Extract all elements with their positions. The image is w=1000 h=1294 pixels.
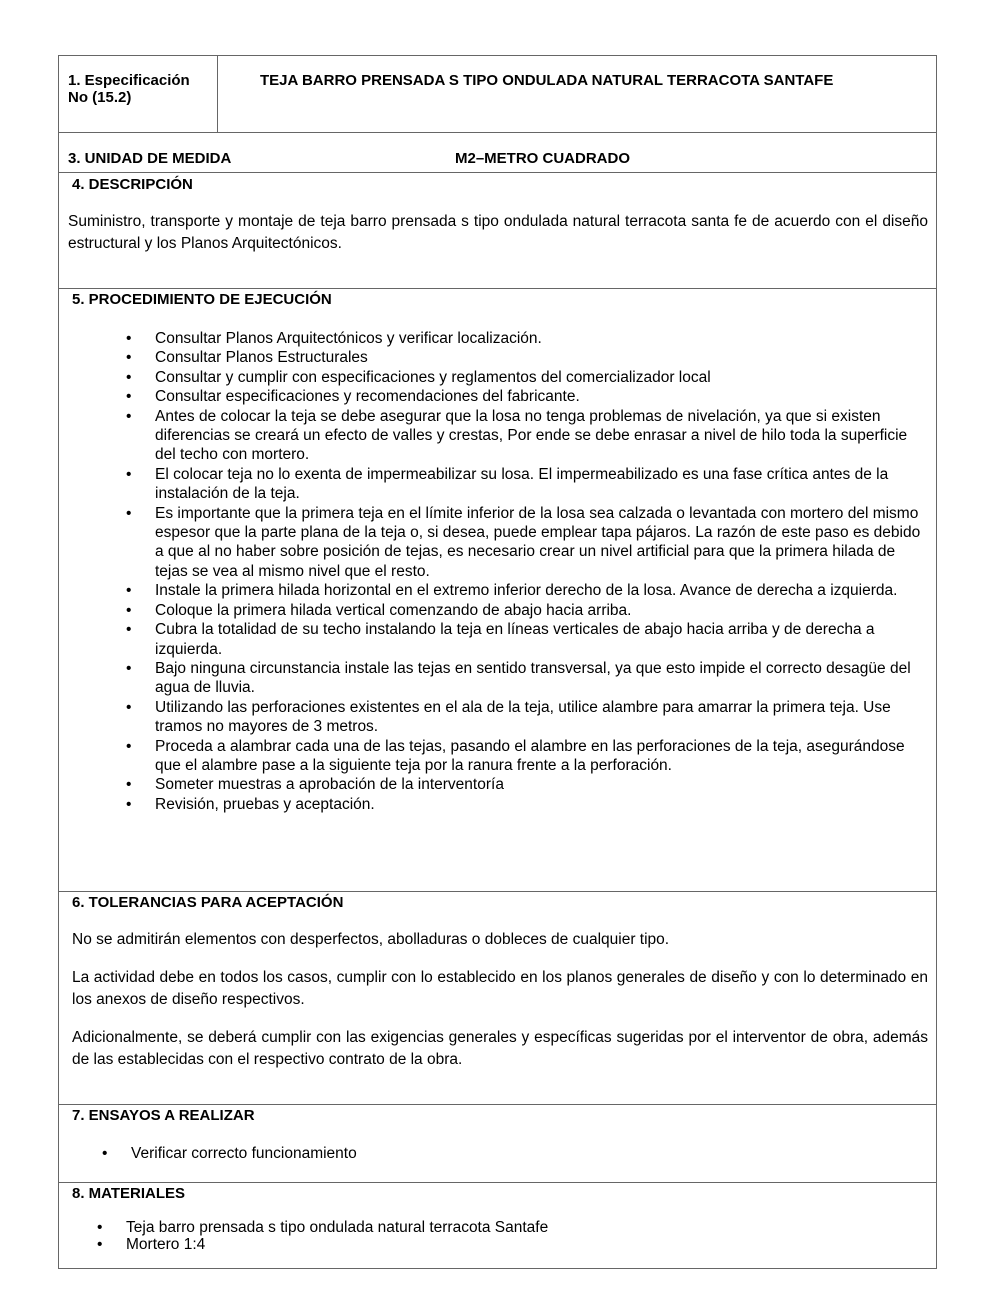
list-item: • Consultar Planos Estructurales bbox=[155, 348, 928, 367]
description-text: Suministro, transporte y montaje de teja barro prensada s tipo ondulada natural terracota santa fe de acuerdo con el diseño estructural y los Planos Arquitectónicos. bbox=[68, 213, 928, 252]
row-line-procedure bbox=[58, 891, 937, 892]
row-line-header bbox=[58, 132, 937, 133]
list-item: • Mortero 1:4 bbox=[126, 1236, 916, 1253]
unit-label: 3. UNIDAD DE MEDIDA bbox=[68, 150, 232, 167]
tests-heading: 7. ENSAYOS A REALIZAR bbox=[72, 1107, 255, 1124]
materials-list bbox=[126, 1219, 916, 1253]
tolerances-heading: 6. TOLERANCIAS PARA ACEPTACIÓN bbox=[72, 894, 344, 911]
list-item: • Utilizando las perforaciones existentes en el ala de la teja, utilice alambre para amarrar la primera teja. Use tramos no mayores de 3 metros. bbox=[155, 698, 928, 737]
description-heading: 4. DESCRIPCIÓN bbox=[72, 176, 193, 193]
list-item: • Es importante que la primera teja en el límite inferior de la losa sea calzada o levantada con mortero del mismo espesor que la parte plana de la teja o, si desea, puede emplear tapa pájaros. La razón de este paso es debido a que al no haber sobre posición de tejas, es necesario crear un nivel artificial para que la primera hilada de tejas se vea al mismo nivel que el resto. bbox=[155, 504, 928, 582]
header-divider bbox=[217, 55, 218, 132]
list-item: • Antes de colocar la teja se debe asegurar que la losa no tenga problemas de nivelación, ya que si existen diferencias se creará un efecto de valles y crestas, Por ende se debe enrasar a nivel de hilo toda la superficie del techo con mortero. bbox=[155, 407, 928, 465]
tolerance-paragraph: No se admitirán elementos con desperfectos, abolladuras o dobleces de cualquier tipo. bbox=[72, 931, 670, 948]
tests-list bbox=[131, 1144, 921, 1163]
list-item: • Bajo ninguna circunstancia instale las tejas en sentido transversal, ya que esto impide el correcto desagüe del agua de lluvia. bbox=[155, 659, 928, 698]
row-line-unit bbox=[58, 172, 937, 173]
row-line-description bbox=[58, 288, 937, 289]
list-item: • Verificar correcto funcionamiento bbox=[131, 1144, 921, 1163]
unit-value: M2–METRO CUADRADO bbox=[455, 150, 631, 167]
list-item: • Consultar y cumplir con especificaciones y reglamentos del comercializador local bbox=[155, 368, 928, 387]
list-item: • Cubra la totalidad de su techo instalando la teja en líneas verticales de abajo hacia arriba y de derecha a izquierda. bbox=[155, 620, 928, 659]
row-line-tests bbox=[58, 1182, 937, 1183]
spec-number-label: 1. Especificación No (15.2) bbox=[68, 72, 190, 106]
list-item: • Consultar Planos Arquitectónicos y verificar localización. bbox=[155, 329, 928, 348]
spec-title: TEJA BARRO PRENSADA S TIPO ONDULADA NATURAL TERRACOTA SANTAFE bbox=[260, 72, 834, 89]
procedure-heading: 5. PROCEDIMIENTO DE EJECUCIÓN bbox=[72, 291, 332, 308]
list-item: • Consultar especificaciones y recomendaciones del fabricante. bbox=[155, 387, 928, 406]
list-item: • Teja barro prensada s tipo ondulada natural terracota Santafe bbox=[126, 1219, 916, 1236]
list-item: • El colocar teja no lo exenta de impermeabilizar su losa. El impermeabilizado es una fase crítica antes de la instalación de la teja. bbox=[155, 465, 928, 504]
list-item: • Instale la primera hilada horizontal en el extremo inferior derecho de la losa. Avance de derecha a izquierda. bbox=[155, 581, 928, 600]
materials-heading: 8. MATERIALES bbox=[72, 1185, 186, 1202]
list-item: • Someter muestras a aprobación de la interventoría bbox=[155, 775, 928, 794]
procedure-steps-list bbox=[155, 329, 928, 814]
list-item: • Proceda a alambrar cada una de las tejas, pasando el alambre en las perforaciones de la teja, asegurándose que el alambre pase a la siguiente teja por la ranura frente a la perforación. bbox=[155, 737, 928, 776]
tolerance-paragraph: Adicionalmente, se deberá cumplir con las exigencias generales y específicas sugeridas por el interventor de obra, además de las establecidas con el respectivo contrato de la obra. bbox=[72, 1029, 928, 1068]
list-item: • Revisión, pruebas y aceptación. bbox=[155, 795, 928, 814]
row-line-tolerances bbox=[58, 1104, 937, 1105]
list-item: • Coloque la primera hilada vertical comenzando de abajo hacia arriba. bbox=[155, 601, 928, 620]
tolerance-paragraph: La actividad debe en todos los casos, cumplir con lo establecido en los planos generales de diseño y con lo determinado en los anexos de diseño respectivos. bbox=[72, 969, 928, 1008]
